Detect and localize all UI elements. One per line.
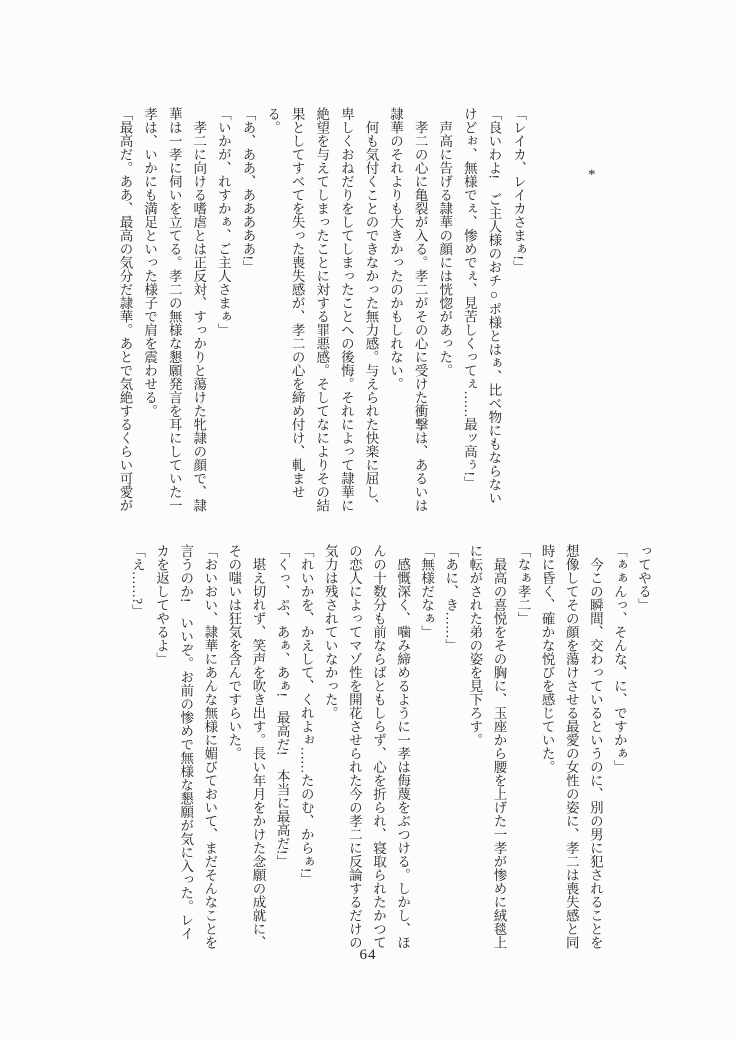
text-column: 「なぁ孝二」 xyxy=(515,544,531,625)
text-column: 孝二の心に亀裂が入る。孝二がその心に受けた衝撃は、あるいは xyxy=(412,107,428,512)
text-column: 「れいかを、かえして、くれよぉ……たのむ、からぁ!」 xyxy=(298,544,314,886)
text-column: 「おいおい、隷華にあんな無様に媚びておいて、まだそんなことを xyxy=(202,544,218,949)
text-column: その嗤いは狂気を含んですらいた。 xyxy=(226,544,242,760)
text-column: 「最高だ。ああ、最高の気分だ隷華。あとで気絶するくらい可愛が xyxy=(117,107,133,512)
top-text-block xyxy=(112,107,530,527)
text-column: 「あに、き……」 xyxy=(443,544,459,652)
text-column: 「レイカ、レイカさまぁ!」 xyxy=(511,107,526,274)
text-column: 「え……?」 xyxy=(130,544,146,618)
text-column: 孝二に向ける嗜虐とは正反対、すっかりと蕩けた牝隷の顔で、隷 xyxy=(191,107,207,512)
text-column: 声高に告げる隷華の顔には恍惚があった。 xyxy=(437,107,453,377)
text-column: 想像してその顔を蕩けさせる最愛の女性の姿に、孝二は喪失感と同 xyxy=(563,544,579,949)
text-column: る。 xyxy=(265,107,281,134)
text-column: 「無様だなぁ」 xyxy=(419,544,435,639)
text-column: 華は一孝に伺いを立てる。孝二の無様な懇願発言を耳にしていた一 xyxy=(166,107,182,512)
text-column: 果としてすべてを失った喪失感が、孝二の心を締め付け、軋ませ xyxy=(289,107,305,499)
text-column: 「くっ、ぷ、あぁ、あぁ! 最高だ! 本当に最高だ!」 xyxy=(274,544,290,868)
text-column: カを返してやるよ」 xyxy=(154,544,170,666)
text-column: 「あ、ああ、あああああ!」 xyxy=(240,107,256,274)
text-column: 絶望を与えてしまったことに対する罪悪感。そしてなによりその結 xyxy=(314,107,330,512)
section-break-asterisk: * xyxy=(588,167,596,183)
text-column: 堪え切れず、笑声を吹き出す。長い年月をかけた念願の成就に、 xyxy=(250,544,266,949)
text-column: 今この瞬間、交わっているというのに、別の男に犯されることを xyxy=(587,544,603,949)
text-column: 卑しくおねだりをしてしまったことへの後悔。それによって隷華に xyxy=(338,107,354,512)
text-column: の恋人によってマゾ性を開花させられた今の孝二に反論するだけの xyxy=(346,544,362,949)
text-column: 孝は、いかにも満足といった様子で肩を震わせる。 xyxy=(142,107,158,418)
text-column: 「いかが、れすかぁ、ご主人さまぁ」 xyxy=(215,107,231,337)
text-column: 隷華のそれよりも大きかったのかもしれない。 xyxy=(388,107,404,391)
text-column: けどぉ、無様でぇ、惨めでぇ、見苦しくってぇ……最ッ高ぅ!」 xyxy=(461,107,477,490)
text-column: 感慨深く、噛み締めるように一孝は侮蔑をぶつける。しかし、ほ xyxy=(395,544,411,949)
bottom-text-block xyxy=(125,544,655,964)
text-column: ってやる」 xyxy=(636,544,651,612)
text-column: 「良いわよ! ご主人様のおチ○ポ様とはぁ、比べ物にもならない xyxy=(486,107,502,505)
text-column: 言うのか! いいぞ。お前の惨めで無様な懇願が気に入った。レイ xyxy=(178,544,194,940)
page-number: 64 xyxy=(359,947,377,963)
text-column: に転がされた弟の姿を見下ろす。 xyxy=(467,544,483,747)
text-column: 時に昏く、確かな悦びを感じていた。 xyxy=(539,544,555,774)
text-column: 気力は残されていなかった。 xyxy=(322,544,338,720)
text-column: 「ぁぁんっ、そんな、に、ですかぁ」 xyxy=(611,544,627,774)
text-column: んの十数分も前ならばともしらず、心を折られ、寝取られたかつて xyxy=(370,544,386,949)
text-column: 何も気付くことのできなかった無力感。与えられた快楽に屈し、 xyxy=(363,107,379,512)
text-column: 最高の喜悦をその胸に、玉座から腰を上げた一孝が惨めに絨毯上 xyxy=(491,544,507,949)
